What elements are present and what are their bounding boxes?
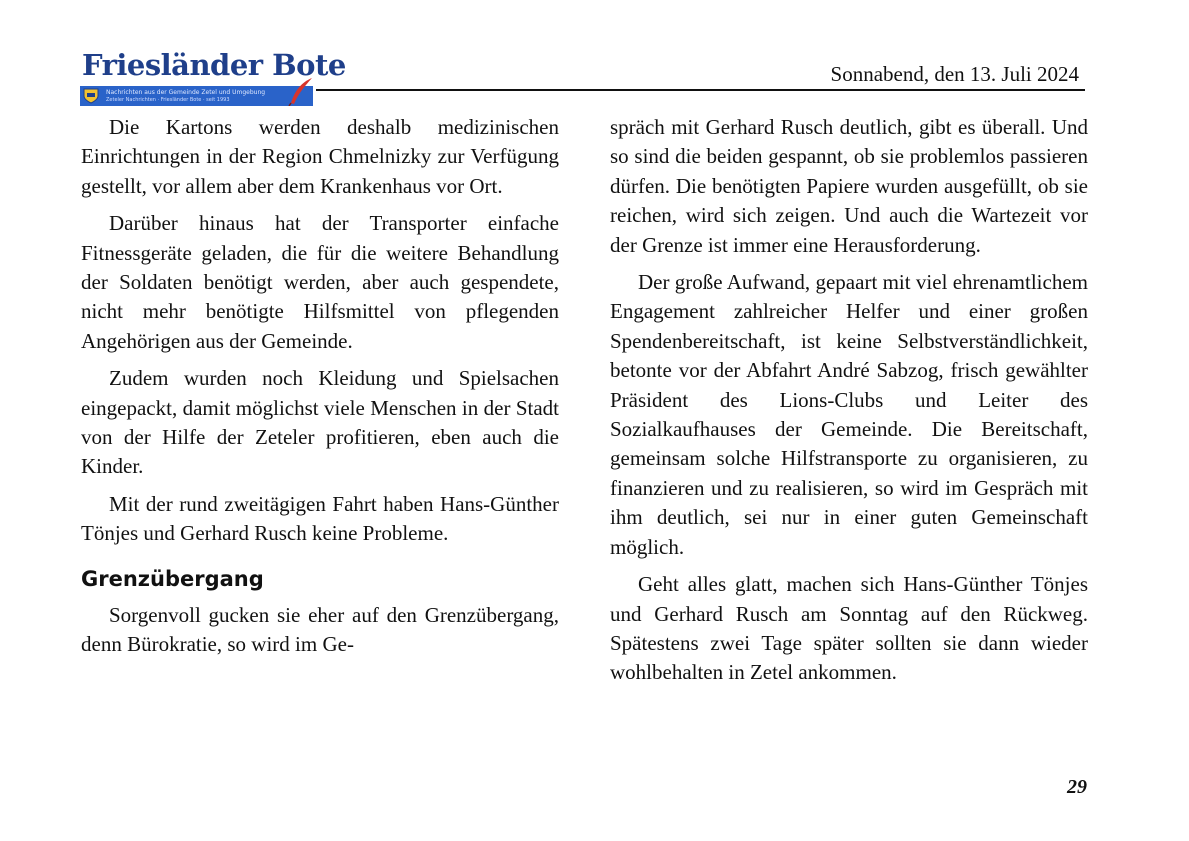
article-paragraph: Sorgenvoll gucken sie eher auf den Grenzübergang, denn Bürokratie, so wird im Ge- xyxy=(81,602,559,657)
logo-title: Friesländer Bote xyxy=(82,48,346,82)
article-paragraph-continued: spräch mit Gerhard Rusch deutlich, gibt es überall. Und so sind die beiden gespannt, ob sie problemlos passieren dürfen. Die benötigten Papiere wurden ausgefüllt, ob sie reichen, wird sich zeigen. Und auch die Wartezeit vor der Grenze ist immer eine Herausforderung. xyxy=(610,115,1088,257)
quill-icon xyxy=(288,76,314,106)
page-number: 29 xyxy=(1067,776,1087,798)
article-paragraph: Die Kartons werden deshalb medizinischen Einrichtungen in der Region Chmelnizky zur Verfügung gestellt, vor allem aber dem Krankenhaus vor Ort. xyxy=(81,115,559,198)
article-paragraph: Geht alles glatt, machen sich Hans-Günther Tönjes und Gerhard Rusch am Sonntag auf den Rückweg. Spätestens zwei Tage später sollten sie dann wieder wohlbehalten in Zetel ankommen. xyxy=(610,572,1088,685)
coat-of-arms-icon xyxy=(83,88,99,104)
article-paragraph: Der große Aufwand, gepaart mit viel ehrenamtlichem Engagement zahlreicher Helfer und einer großen Spendenbereitschaft, ist keine Selbstverständlichkeit, betonte vor der Abfahrt André Sabzog, frisch gewählter Präsident des Lions-Clubs und Leiter des Sozialkaufhauses der Gemeinde. Die Bereitschaft, gemeinsam solche Hilfstransporte zu organisieren, zu finanzieren und zu realisieren, so wird im Gespräch mit ihm deutlich, sei nur in einer guten Gemeinschaft möglich. xyxy=(610,270,1088,559)
article-paragraph: Zudem wurden noch Kleidung und Spielsachen eingepackt, damit möglichst viele Menschen in der Stadt von der Hilfe der Zeteler profitieren, eben auch die Kinder. xyxy=(81,366,559,479)
issue-date: Sonnabend, den 13. Juli 2024 xyxy=(830,62,1079,86)
article-paragraph: Darüber hinaus hat der Transporter einfache Fitnessgeräte geladen, die für die weitere Behandlung der Soldaten benötigt werden, aber auch gespendete, nicht mehr benötigte Hilfsmittel von pflegenden Angehörigen aus der Gemeinde. xyxy=(81,211,559,353)
section-subheading: Grenzübergang xyxy=(81,566,264,591)
header-divider xyxy=(316,89,1085,91)
logo-tagline: Nachrichten aus der Gemeinde Zetel und Umgebung xyxy=(106,89,266,96)
right-column xyxy=(610,113,1088,696)
left-column xyxy=(81,113,559,668)
logo-subline: Zeteler Nachrichten · Friesländer Bote · seit 1993 xyxy=(106,97,230,103)
article-paragraph: Mit der rund zweitägigen Fahrt haben Hans-Günther Tönjes und Gerhard Rusch keine Probleme. xyxy=(81,491,559,546)
newspaper-logo xyxy=(80,48,346,106)
